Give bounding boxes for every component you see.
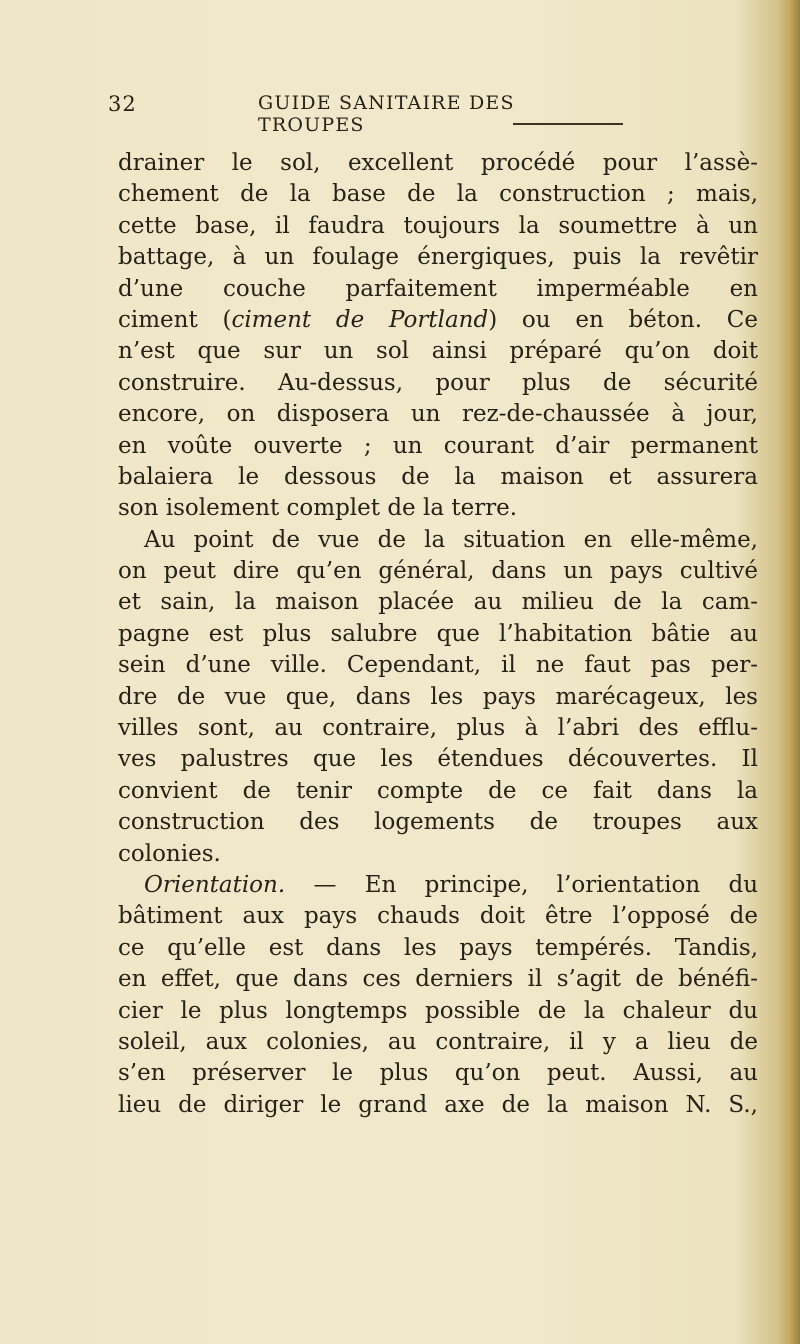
text-fragment: ) ou en béton. Ce (488, 306, 759, 333)
text-line: bâtiment aux pays chauds doit être l’opposé de (118, 903, 758, 930)
text-line: s’en préserver le plus qu’on peut. Aussi, au (118, 1060, 758, 1087)
text-line: encore, on disposera un rez-de-chaussée à jour, (118, 401, 758, 428)
text-line: on peut dire qu’en général, dans un pays cultivé (118, 558, 758, 585)
text-fragment: ciment ( (118, 306, 232, 333)
text-line: pagne est plus salubre que l’habitation bâtie au (118, 620, 758, 647)
text-line: construire. Au-dessus, pour plus de sécurité (118, 369, 758, 396)
text-line: balaiera le dessous de la maison et assurera (118, 463, 758, 490)
text-line: dre de vue que, dans les pays marécageux, les (118, 683, 758, 710)
body-text (118, 148, 758, 1121)
text-fragment: — En principe, l’orientation du (313, 871, 759, 898)
text-line: drainer le sol, excellent procédé pour l’assè- (118, 150, 758, 176)
text-line: battage, à un foulage énergiques, puis la revêtir (118, 244, 758, 271)
text-line: cier le plus longtemps possible de la chaleur du (118, 997, 758, 1024)
page-number: 32 (108, 92, 137, 116)
text-line: Au point de vue de la situation en elle-même, (144, 526, 758, 553)
text-line: sein d’une ville. Cependant, il ne faut pas per- (118, 652, 758, 679)
text-line: cette base, il faudra toujours la soumettre à un (118, 212, 758, 239)
text-line: chement de la base de la construction ; mais, (118, 181, 758, 208)
text-line: son isolement complet de la terre. (118, 495, 518, 522)
text-line: en voûte ouverte ; un courant d’air permanent (118, 432, 758, 459)
text-line: soleil, aux colonies, au contraire, il y a lieu de (118, 1028, 758, 1055)
page-edge-shadow (778, 0, 800, 1344)
text-line-with-italic (118, 305, 758, 336)
italic-term: ciment de Portland (231, 306, 489, 333)
text-line: construction des logements de troupes aux (118, 809, 758, 836)
text-line: ves palustres que les étendues découvertes. Il (118, 746, 758, 773)
text-line-with-heading (118, 870, 758, 901)
running-title: GUIDE SANITAIRE DES TROUPES (258, 92, 515, 136)
text-line: n’est que sur un sol ainsi préparé qu’on doit (118, 338, 758, 365)
text-line: d’une couche parfaitement imperméable en (118, 275, 758, 302)
text-line: villes sont, au contraire, plus à l’abri des efflu- (118, 715, 758, 742)
text-line: convient de tenir compte de ce fait dans la (118, 777, 758, 804)
header-rule (513, 123, 623, 125)
text-line: lieu de diriger le grand axe de la maison N. S., (118, 1091, 758, 1118)
section-heading: Orientation. (144, 871, 286, 898)
text-line: et sain, la maison placée au milieu de la cam- (118, 589, 758, 616)
text-line: ce qu’elle est dans les pays tempérés. Tandis, (118, 934, 758, 961)
text-line: en effet, que dans ces derniers il s’agit de bénéfi- (118, 966, 758, 993)
text-line: colonies. (118, 840, 221, 867)
page-header (108, 90, 628, 136)
